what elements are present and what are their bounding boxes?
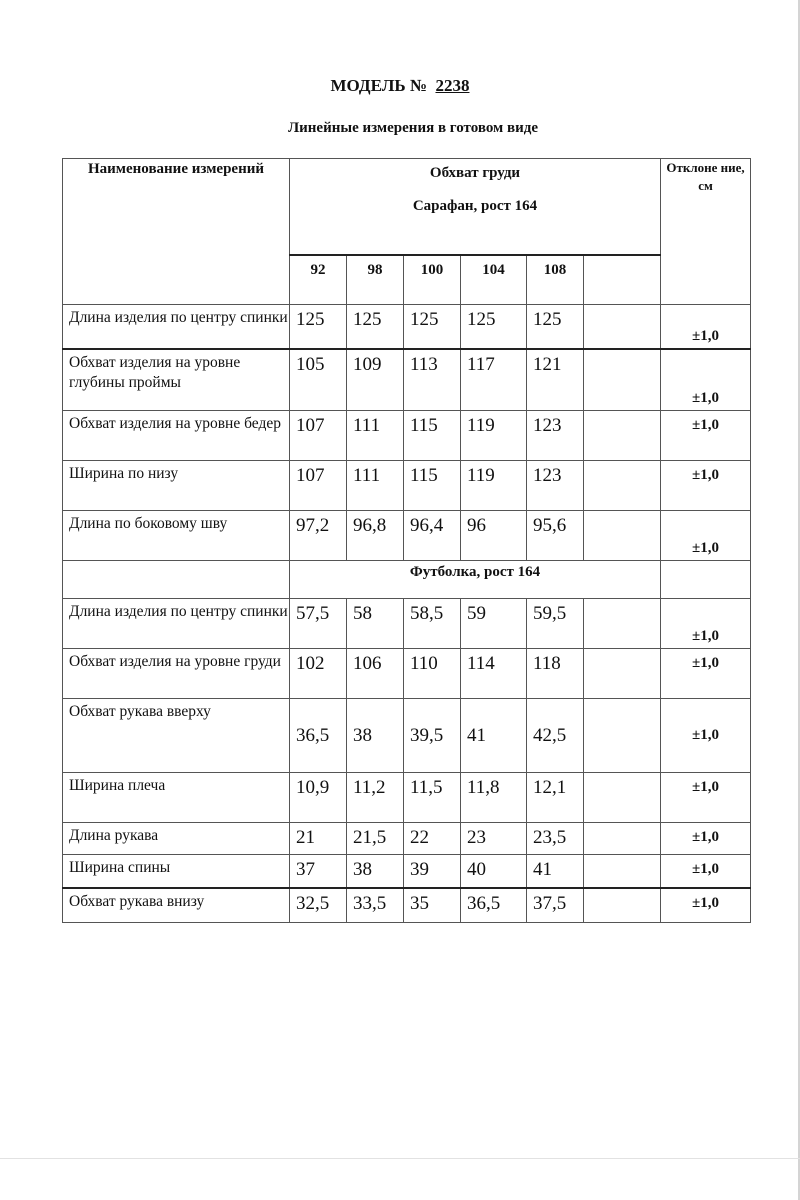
measurement-value: 106 (347, 649, 404, 699)
measurement-value (584, 511, 661, 561)
measurement-value (584, 855, 661, 888)
table-row (63, 649, 751, 699)
model-number: 2238 (435, 76, 470, 95)
measurement-value: 11,8 (461, 773, 527, 823)
measurement-value: 11,2 (347, 773, 404, 823)
table-row (63, 349, 751, 411)
measurement-name: Обхват рукава вверху (63, 699, 290, 773)
table-row (63, 773, 751, 823)
document-subtitle: Линейные измерения в готовом виде (287, 120, 539, 136)
measurement-value: 37,5 (527, 888, 584, 923)
header-name-cell: Наименование измерений (63, 159, 290, 305)
measurement-value: 115 (404, 461, 461, 511)
measurement-value (584, 411, 661, 461)
measurement-value: 95,6 (527, 511, 584, 561)
measurement-value: 96,8 (347, 511, 404, 561)
measurement-value (584, 699, 661, 773)
table-row (63, 511, 751, 561)
measurement-name: Ширина по низу (63, 461, 290, 511)
size-header: 92 (290, 255, 347, 305)
measurement-value (584, 461, 661, 511)
header-tolerance-blank (661, 255, 751, 305)
section-row (63, 561, 751, 599)
size-header: 104 (461, 255, 527, 305)
measurement-value (584, 599, 661, 649)
measurement-value: 11,5 (404, 773, 461, 823)
measurement-value: 40 (461, 855, 527, 888)
size-header (584, 255, 661, 305)
measurement-name: Длина рукава (63, 823, 290, 855)
measurement-value: 41 (461, 699, 527, 773)
measurement-value: 123 (527, 411, 584, 461)
measurement-value (584, 305, 661, 349)
section-blank-cell (661, 561, 751, 599)
measurement-value: 117 (461, 349, 527, 411)
measurement-value: 97,2 (290, 511, 347, 561)
measurement-value (584, 349, 661, 411)
measurement-value (584, 888, 661, 923)
table-row (63, 855, 751, 888)
tolerance-value: ±1,0 (661, 305, 751, 349)
tolerance-value: ±1,0 (661, 823, 751, 855)
measurement-value: 39,5 (404, 699, 461, 773)
measurement-value (584, 649, 661, 699)
measurement-value: 105 (290, 349, 347, 411)
measurement-value: 37 (290, 855, 347, 888)
table-row (63, 699, 751, 773)
measurement-value: 23,5 (527, 823, 584, 855)
measurement-value: 23 (461, 823, 527, 855)
size-header: 108 (527, 255, 584, 305)
tolerance-value: ±1,0 (661, 599, 751, 649)
table-row (63, 823, 751, 855)
size-header: 100 (404, 255, 461, 305)
measurement-name: Длина изделия по центру спинки (63, 599, 290, 649)
measurement-value: 36,5 (290, 699, 347, 773)
tolerance-value: ±1,0 (661, 411, 751, 461)
measurement-name: Обхват изделия на уровне бедер (63, 411, 290, 461)
table-row (63, 599, 751, 649)
measurement-value: 41 (527, 855, 584, 888)
measurement-name: Обхват изделия на уровне груди (63, 649, 290, 699)
measurement-value: 33,5 (347, 888, 404, 923)
table-row (63, 888, 751, 923)
measurement-name: Обхват изделия на уровне глубины проймы (63, 349, 290, 411)
measurement-value: 12,1 (527, 773, 584, 823)
measurement-value: 109 (347, 349, 404, 411)
measurement-value: 118 (527, 649, 584, 699)
size-header: 98 (347, 255, 404, 305)
tolerance-value: ±1,0 (661, 773, 751, 823)
measurement-name: Ширина плеча (63, 773, 290, 823)
title-prefix: МОДЕЛЬ № (330, 76, 427, 95)
measurement-value: 58,5 (404, 599, 461, 649)
measurement-value: 125 (404, 305, 461, 349)
section-blank-cell (63, 561, 290, 599)
measurement-value: 10,9 (290, 773, 347, 823)
header-group-line1: Обхват груди (429, 165, 521, 181)
measurement-value: 96,4 (404, 511, 461, 561)
measurement-value: 32,5 (290, 888, 347, 923)
table-row (63, 461, 751, 511)
measurement-value: 38 (347, 699, 404, 773)
measurement-value: 59 (461, 599, 527, 649)
tolerance-value: ±1,0 (661, 855, 751, 888)
measurement-value (584, 773, 661, 823)
tolerance-value: ±1,0 (661, 649, 751, 699)
measurement-value: 21,5 (347, 823, 404, 855)
measurement-value: 125 (347, 305, 404, 349)
document-title (0, 76, 800, 96)
measurement-value: 58 (347, 599, 404, 649)
measurement-value: 38 (347, 855, 404, 888)
measurement-value: 111 (347, 411, 404, 461)
measurement-value: 36,5 (461, 888, 527, 923)
measurement-value: 125 (527, 305, 584, 349)
measurement-value: 121 (527, 349, 584, 411)
measurement-value: 42,5 (527, 699, 584, 773)
header-group-cell (290, 159, 661, 255)
measurement-value: 102 (290, 649, 347, 699)
measurement-value (584, 823, 661, 855)
measurement-value: 114 (461, 649, 527, 699)
measurement-value: 125 (461, 305, 527, 349)
tolerance-value: ±1,0 (661, 511, 751, 561)
measurement-name: Длина изделия по центру спинки (63, 305, 290, 349)
measurement-value: 21 (290, 823, 347, 855)
measurement-name: Длина по боковому шву (63, 511, 290, 561)
tolerance-value: ±1,0 (661, 699, 751, 773)
section-title: Футболка, рост 164 (290, 561, 661, 599)
measurement-name: Ширина спины (63, 855, 290, 888)
measurement-value: 115 (404, 411, 461, 461)
measurement-value: 107 (290, 461, 347, 511)
measurement-value: 113 (404, 349, 461, 411)
measurement-value: 111 (347, 461, 404, 511)
header-tolerance-cell: Отклоне ние, см (661, 159, 751, 255)
tolerance-value: ±1,0 (661, 349, 751, 411)
measurement-value: 123 (527, 461, 584, 511)
tolerance-value: ±1,0 (661, 461, 751, 511)
measurement-value: 35 (404, 888, 461, 923)
measurement-value: 119 (461, 411, 527, 461)
measurement-name: Обхват рукава внизу (63, 888, 290, 923)
measurement-value: 110 (404, 649, 461, 699)
measurement-value: 39 (404, 855, 461, 888)
measurement-value: 119 (461, 461, 527, 511)
measurement-value: 22 (404, 823, 461, 855)
measurement-value: 59,5 (527, 599, 584, 649)
measurement-value: 96 (461, 511, 527, 561)
measurement-value: 107 (290, 411, 347, 461)
table-row (63, 411, 751, 461)
measurement-value: 125 (290, 305, 347, 349)
measurements-table (62, 158, 751, 923)
tolerance-value: ±1,0 (661, 888, 751, 923)
header-group-line2: Сарафан, рост 164 (412, 198, 538, 214)
table-row (63, 305, 751, 349)
bottom-rule (0, 1158, 800, 1159)
measurement-value: 57,5 (290, 599, 347, 649)
